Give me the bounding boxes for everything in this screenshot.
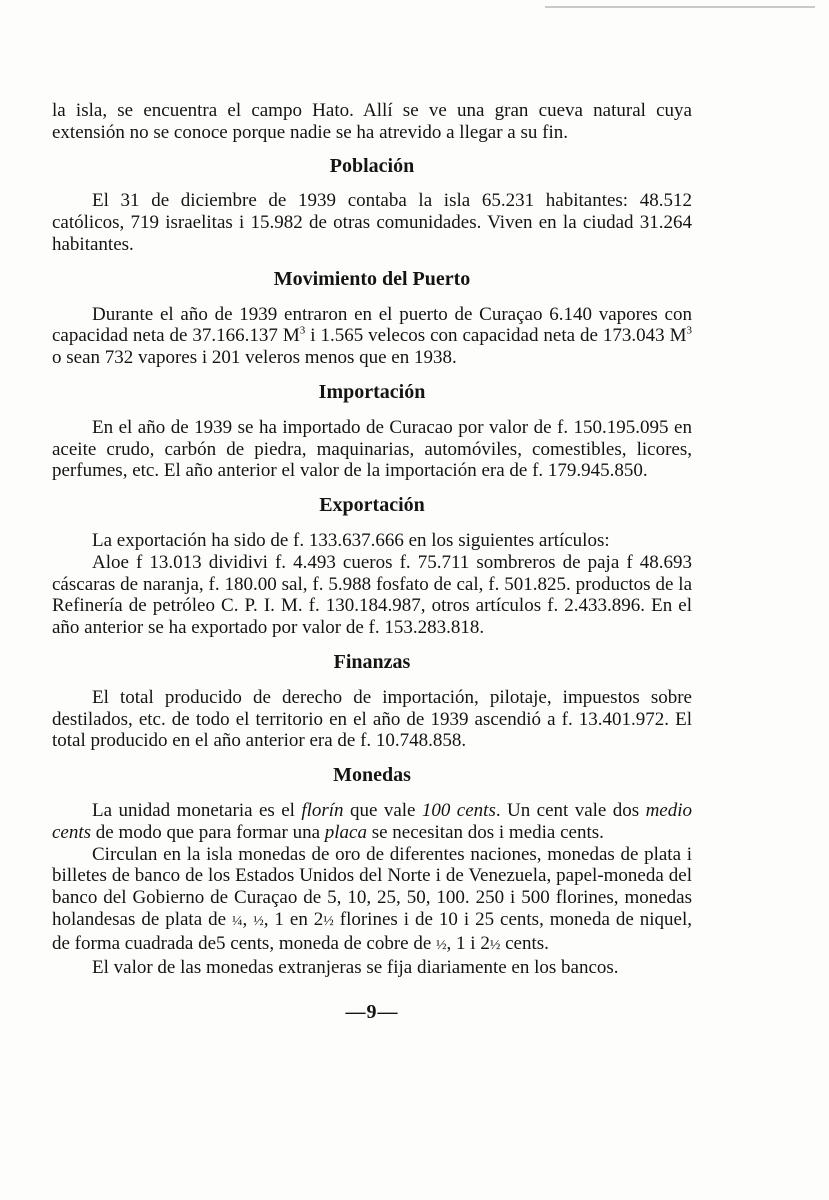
monedas-2-text-d: florines i de 10 i 25 cents, moneda de niquel, de forma cuadrada de5 cents, moneda de cobre de (52, 908, 693, 954)
monedas-2-text-b: , (242, 908, 254, 930)
monedas-2-text-a: Circulan en la isla monedas de oro de diferentes naciones, monedas de plata i billetes de banco de los Estados Unidos del Norte i de Venezuela, papel-moneda del banco del Gobierno de Curaçao de 5, 10, 25, 50, 100. 250 i 500 florines, monedas holandesas de plata de (52, 843, 692, 930)
section-heading-importacion: Importación (318, 380, 426, 403)
monedas-text-b: que vale (343, 799, 422, 821)
monedas-text-e: se necesitan dos i media cents. (366, 821, 604, 843)
fraction-quarter: ¼ (232, 913, 243, 929)
monedas-text-a: La unidad monetaria es el (92, 799, 302, 821)
importacion-paragraph: En el año de 1939 se ha importado de Curacao por valor de f. 150.195.095 en aceite crudo, carbón de piedra, maquinarias, automóviles, comestibles, licores, perfumes, etc. El año anterior el valor de la importación era de f. 179.945.850. (52, 416, 692, 482)
fraction-half-1: ½ (253, 913, 264, 929)
monedas-2-text-f: cents. (500, 932, 549, 954)
section-heading-finanzas: Finanzas (333, 650, 411, 673)
term-100-cents: 100 cents (421, 799, 496, 821)
monedas-text-d: de modo que para formar una (91, 821, 325, 843)
monedas-paragraph-2 (52, 844, 692, 957)
section-heading-exportacion: Exportación (319, 494, 425, 517)
puerto-text-c: o sean 732 vapores i 201 veleros menos que en 1938. (52, 347, 457, 369)
poblacion-paragraph: El 31 de diciembre de 1939 contaba la isla 65.231 habitantes: 48.512 católicos, 719 israelitas i 15.982 de otras comunidades. Viven en la ciudad 31.264 habitantes. (52, 190, 692, 255)
fraction-half-4: ½ (489, 937, 501, 953)
section-heading-puerto: Movimiento del Puerto (273, 267, 471, 290)
exportacion-paragraph-1: La exportación ha sido de f. 133.637.666 en los siguientes artículos: (92, 529, 610, 551)
monedas-paragraph-1 (52, 800, 692, 844)
fraction-half-2: ½ (323, 913, 334, 929)
superscript-cubic-1: 3 (299, 325, 306, 338)
monedas-text-c: . Un cent vale dos (495, 799, 646, 821)
monedas-paragraph-3: El valor de las monedas extranjeras se fija diariamente en los bancos. (92, 956, 619, 978)
term-placa: placa (324, 821, 367, 843)
term-florin: florín (301, 799, 344, 821)
superscript-cubic-2: 3 (686, 325, 692, 338)
monedas-2-text-c: , 1 en 2 (263, 908, 324, 930)
page-number: —9— (345, 1001, 399, 1024)
intro-paragraph: la isla, se encuentra el campo Hato. Allí se ve una gran cueva natural cuya extensión no se conoce porque nadie se ha atrevido a llegar a su fin. (52, 100, 692, 143)
fraction-half-3: ½ (436, 937, 447, 953)
top-edge-mark (545, 6, 815, 8)
monedas-2-text-e: , 1 i 2 (446, 932, 490, 954)
puerto-text-b: i 1.565 velecos con capacidad neta de 173.043 M (305, 325, 687, 347)
section-heading-monedas: Monedas (333, 764, 411, 787)
document-page (52, 100, 692, 1024)
term-medio-cents: medio cents (52, 799, 693, 843)
exportacion-paragraph-2: Aloe f 13.013 dividivi f. 4.493 cueros f. 75.711 sombreros de paja f 48.693 cáscaras de naranja, f. 180.00 sal, f. 5.988 fosfato de cal, f. 501.825. productos de la Refinería de petróleo C. P. I. M. f. 130.184.987, otros artículos f. 2.433.896. En el año anterior se ha exportado por valor de f. 153.283.818. (52, 551, 692, 639)
section-heading-poblacion: Población (329, 154, 415, 177)
puerto-paragraph (52, 304, 692, 369)
finanzas-paragraph: El total producido de derecho de importación, pilotaje, impuestos sobre destilados, etc. de todo el territorio en el año de 1939 ascendió a f. 13.401.972. El total producido en el año anterior era de f. 10.748.858. (52, 686, 692, 752)
puerto-text-a: Durante el año de 1939 entraron en el puerto de Curaçao 6.140 vapores con capacidad neta de 37.166.137 M (52, 303, 692, 347)
